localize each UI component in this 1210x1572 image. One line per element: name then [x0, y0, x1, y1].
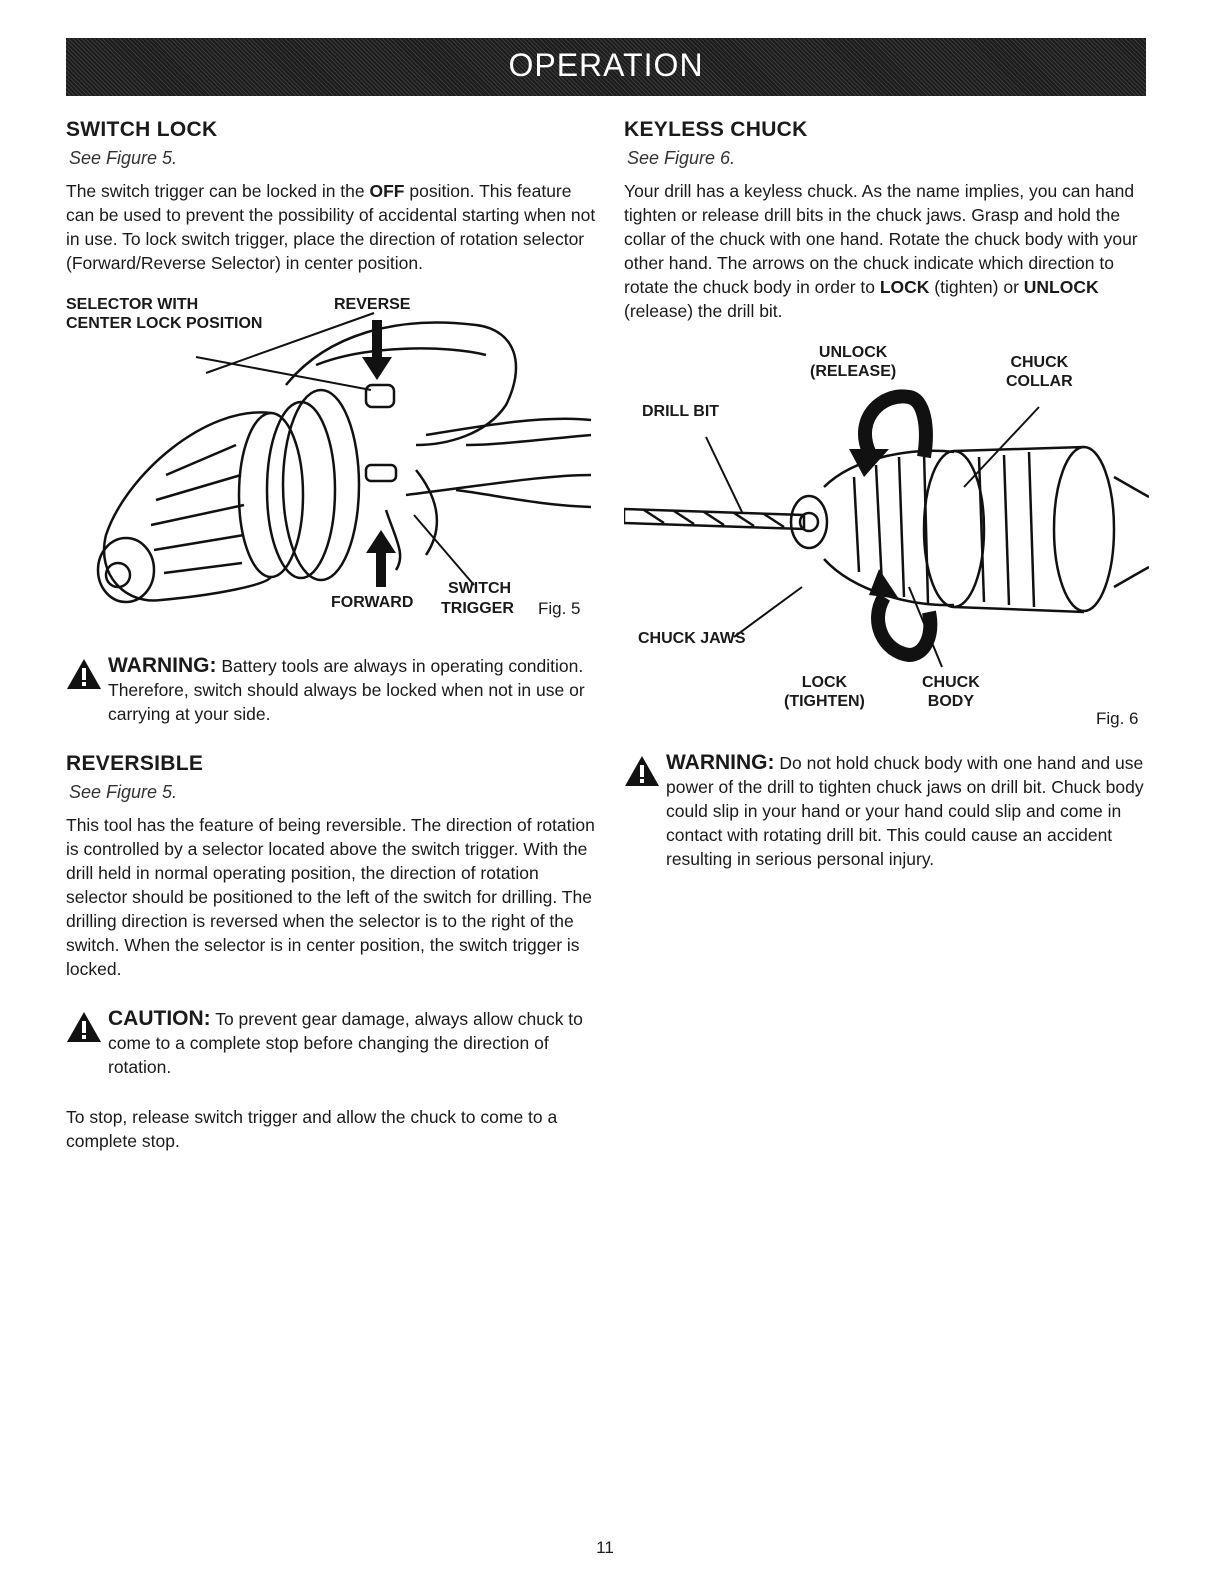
warning-2-keyword: WARNING: [666, 751, 775, 774]
keyless-chuck-see-figure: See Figure 6. [627, 148, 736, 168]
fig6-label-chuck-collar: CHUCK COLLAR [1006, 354, 1073, 390]
fig6-label-lock: LOCK (TIGHTEN) [784, 674, 865, 710]
warning-2-text: Do not hold chuck body with one hand and use power of the drill to tighten chuck jaws on drill bit. Chuck body could slip in your hand or your hand could slip and come in contact with rotating drill bit. This could cause an accident resulting in serious personal injury. [666, 753, 1144, 869]
warning-1-keyword: WARNING: [108, 654, 217, 677]
page-number: 11 [596, 1538, 614, 1557]
fig5-label-switch: SWITCH [448, 580, 512, 597]
stop-text: To stop, release switch trigger and allow the chuck to come to a complete stop. [66, 1107, 558, 1151]
reversible-body: This tool has the feature of being reversible. The direction of rotation is controlled by a selector located above the switch trigger. With the drill held in normal operating position, the direction of rotation selector should be positioned to the left of the switch for drilling. The drilling direction is reversed when the selector is to the right of the switch. When the selector is in center position, the switch trigger is locked. [66, 815, 595, 979]
fig5-label-forward: FORWARD [331, 594, 414, 611]
warning-icon [66, 658, 102, 690]
warning-icon [624, 755, 660, 787]
fig6-label-drill-bit: DRILL BIT [642, 403, 720, 420]
fig5-label-trigger: TRIGGER [441, 600, 514, 617]
fig6-number: Fig. 6 [1096, 709, 1139, 728]
right-column [624, 118, 1149, 871]
fig5-label-selector: SELECTOR WITH CENTER LOCK POSITION [66, 296, 263, 332]
caution-icon [66, 1011, 102, 1043]
banner-title: OPERATION [508, 47, 704, 83]
fig6-label-chuck-jaws: CHUCK JAWS [638, 630, 746, 647]
keyless-chuck-body: Your drill has a keyless chuck. As the name implies, you can hand tighten or release drill bits in the chuck jaws. Grasp and hold the collar of the chuck with one hand. Rotate the chuck body with your other hand. The arrows on the chuck indicate which direction to rotate the chuck body in order to LOCK (tighten) or UNLOCK (release) the drill bit. [624, 181, 1138, 321]
figure-5 [66, 295, 596, 640]
reversible-see-figure: See Figure 5. [69, 782, 178, 802]
fig5-number: Fig. 5 [538, 599, 581, 618]
caution-text: To prevent gear damage, always allow chuck to come to a complete stop before changing the direction of rotation. [108, 1009, 583, 1077]
caution-keyword: CAUTION: [108, 1007, 211, 1030]
warning-2 [624, 751, 1149, 871]
figure-6 [624, 337, 1149, 727]
switch-lock-see-figure: See Figure 5. [69, 148, 178, 168]
fig6-label-chuck-body: CHUCK BODY [922, 674, 980, 710]
fig5-label-reverse: REVERSE [334, 296, 411, 313]
section-banner [66, 38, 1146, 96]
reversible-heading: REVERSIBLE [66, 752, 204, 775]
caution-notice [66, 1007, 596, 1079]
warning-1-text: Battery tools are always in operating condition. Therefore, switch should always be locked when not in use or carrying at your side. [108, 656, 585, 724]
switch-lock-body: The switch trigger can be locked in the OFF position. This feature can be used to prevent the possibility of accidental starting when not in use. To lock switch trigger, place the direction of rotation selector (Forward/Reverse Selector) in center position. [66, 181, 596, 273]
switch-lock-heading: SWITCH LOCK [66, 118, 218, 141]
left-column [66, 118, 596, 1153]
drill-illustration-fig5 [66, 295, 596, 640]
warning-1 [66, 654, 596, 726]
chuck-illustration-fig6 [624, 337, 1149, 727]
fig6-label-unlock: UNLOCK (RELEASE) [810, 344, 897, 380]
keyless-chuck-heading: KEYLESS CHUCK [624, 118, 808, 141]
